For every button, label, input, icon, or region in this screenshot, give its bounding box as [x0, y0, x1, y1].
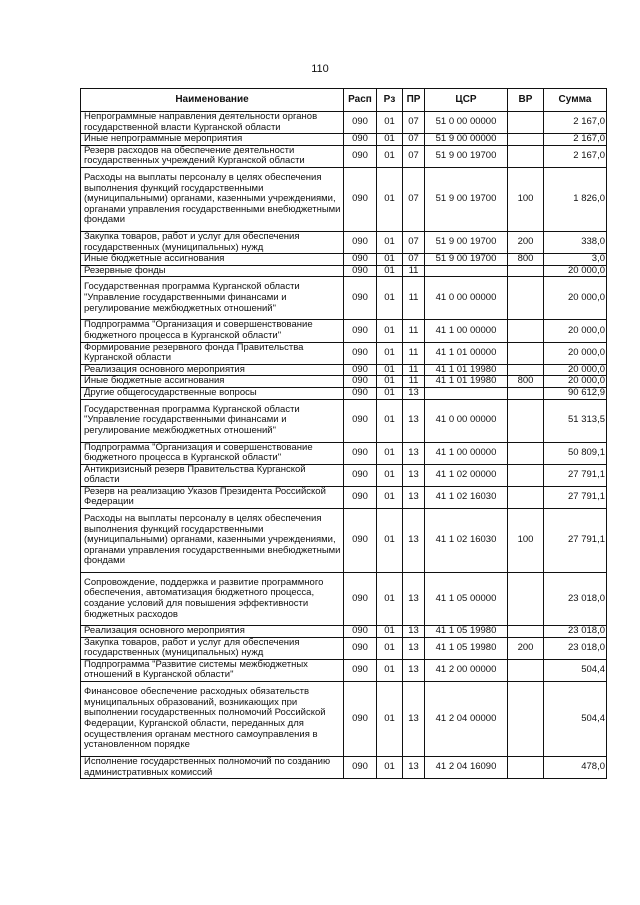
table-row [81, 320, 607, 342]
cell-csr: 41 1 02 16030 [425, 486, 508, 508]
cell-name: Исполнение государственных полномочий по созданию административных комиссий [81, 757, 344, 779]
cell-rasp: 090 [344, 464, 377, 486]
cell-rz: 01 [377, 342, 403, 364]
page-number: 110 [311, 63, 329, 75]
cell-name: Резервные фонды [81, 265, 344, 277]
cell-csr: 41 0 00 00000 [425, 399, 508, 442]
cell-csr: 41 2 04 16090 [425, 757, 508, 779]
cell-vr: 200 [508, 231, 544, 253]
cell-vr [508, 757, 544, 779]
header-rz: Рз [377, 89, 403, 112]
cell-rz: 01 [377, 134, 403, 146]
cell-rz: 01 [377, 145, 403, 167]
cell-vr [508, 442, 544, 464]
cell-vr: 800 [508, 376, 544, 388]
cell-pr: 13 [403, 573, 425, 626]
cell-vr: 200 [508, 637, 544, 659]
cell-csr: 41 1 02 16030 [425, 509, 508, 573]
cell-rasp: 090 [344, 277, 377, 320]
cell-pr: 13 [403, 626, 425, 638]
cell-rz: 01 [377, 399, 403, 442]
cell-rz: 01 [377, 387, 403, 399]
table-row [81, 626, 607, 638]
cell-pr: 07 [403, 254, 425, 266]
cell-pr: 11 [403, 277, 425, 320]
cell-pr: 11 [403, 376, 425, 388]
cell-vr [508, 626, 544, 638]
cell-sum: 27 791,1 [544, 464, 607, 486]
cell-name: Иные непрограммные мероприятия [81, 134, 344, 146]
cell-sum: 50 809,1 [544, 442, 607, 464]
cell-name: Формирование резервного фонда Правительства Курганской области [81, 342, 344, 364]
cell-rz: 01 [377, 464, 403, 486]
cell-csr: 51 9 00 19700 [425, 167, 508, 231]
cell-sum: 478,0 [544, 757, 607, 779]
cell-vr [508, 364, 544, 376]
cell-vr [508, 464, 544, 486]
cell-sum: 20 000,0 [544, 364, 607, 376]
cell-vr [508, 342, 544, 364]
cell-sum: 1 826,0 [544, 167, 607, 231]
cell-csr: 41 1 02 00000 [425, 464, 508, 486]
cell-rz: 01 [377, 254, 403, 266]
cell-name: Расходы на выплаты персоналу в целях обеспечения выполнения функций государственными (муниципальными) органами, казенными учреждениями, органами управления государственными внебюджетными фондами [81, 167, 344, 231]
cell-vr: 100 [508, 167, 544, 231]
table-row [81, 442, 607, 464]
cell-rasp: 090 [344, 254, 377, 266]
cell-sum: 20 000,0 [544, 320, 607, 342]
cell-csr: 41 1 01 19980 [425, 364, 508, 376]
cell-name: Подпрограмма "Развитие системы межбюджетных отношений в Курганской области" [81, 659, 344, 681]
cell-rasp: 090 [344, 387, 377, 399]
cell-vr [508, 145, 544, 167]
cell-name: Иные бюджетные ассигнования [81, 376, 344, 388]
table-row [81, 464, 607, 486]
cell-rasp: 090 [344, 442, 377, 464]
cell-rasp: 090 [344, 637, 377, 659]
cell-pr: 13 [403, 442, 425, 464]
cell-rz: 01 [377, 573, 403, 626]
cell-vr [508, 387, 544, 399]
cell-pr: 13 [403, 387, 425, 399]
cell-pr: 13 [403, 637, 425, 659]
cell-pr: 07 [403, 134, 425, 146]
cell-name: Реализация основного мероприятия [81, 626, 344, 638]
cell-rasp: 090 [344, 342, 377, 364]
table-row [81, 364, 607, 376]
cell-sum: 504,4 [544, 659, 607, 681]
cell-rasp: 090 [344, 573, 377, 626]
table-row [81, 167, 607, 231]
cell-vr [508, 659, 544, 681]
cell-vr [508, 573, 544, 626]
table-row [81, 637, 607, 659]
table-row [81, 486, 607, 508]
cell-name: Резерв на реализацию Указов Президента Российской Федерации [81, 486, 344, 508]
cell-sum: 20 000,0 [544, 265, 607, 277]
cell-rasp: 090 [344, 112, 377, 134]
cell-sum: 23 018,0 [544, 573, 607, 626]
cell-rz: 01 [377, 486, 403, 508]
cell-sum: 20 000,0 [544, 376, 607, 388]
cell-csr: 51 0 00 00000 [425, 112, 508, 134]
cell-rz: 01 [377, 231, 403, 253]
table-row [81, 376, 607, 388]
cell-name: Антикризисный резерв Правительства Курганской области [81, 464, 344, 486]
cell-name: Закупка товаров, работ и услуг для обеспечения государственных (муниципальных) нужд [81, 231, 344, 253]
cell-vr: 800 [508, 254, 544, 266]
cell-rz: 01 [377, 637, 403, 659]
cell-sum: 51 313,5 [544, 399, 607, 442]
cell-rasp: 090 [344, 399, 377, 442]
cell-name: Сопровождение, поддержка и развитие программного обеспечения, автоматизация бюджетного процесса, создание условий для повышения эффективности бюджетных расходов [81, 573, 344, 626]
table-row [81, 112, 607, 134]
cell-vr: 100 [508, 509, 544, 573]
cell-rz: 01 [377, 682, 403, 757]
cell-rasp: 090 [344, 486, 377, 508]
cell-csr: 41 1 05 19980 [425, 626, 508, 638]
cell-name: Резерв расходов на обеспечение деятельности государственных учреждений Курганской области [81, 145, 344, 167]
cell-vr [508, 134, 544, 146]
cell-vr [508, 265, 544, 277]
table-row [81, 399, 607, 442]
cell-rasp: 090 [344, 167, 377, 231]
cell-vr [508, 277, 544, 320]
header-sum: Сумма [544, 89, 607, 112]
cell-pr: 11 [403, 342, 425, 364]
table-row [81, 509, 607, 573]
cell-sum: 2 167,0 [544, 145, 607, 167]
cell-csr: 41 2 04 00000 [425, 682, 508, 757]
cell-rasp: 090 [344, 134, 377, 146]
cell-rasp: 090 [344, 320, 377, 342]
cell-name: Подпрограмма "Организация и совершенствование бюджетного процесса в Курганской области" [81, 442, 344, 464]
table-row [81, 573, 607, 626]
cell-rasp: 090 [344, 265, 377, 277]
cell-rz: 01 [377, 277, 403, 320]
cell-sum: 3,0 [544, 254, 607, 266]
cell-vr [508, 320, 544, 342]
table-row [81, 659, 607, 681]
table-row [81, 134, 607, 146]
cell-csr: 51 9 00 19700 [425, 231, 508, 253]
header-csr: ЦСР [425, 89, 508, 112]
cell-sum: 27 791,1 [544, 509, 607, 573]
cell-pr: 13 [403, 682, 425, 757]
cell-name: Непрограммные направления деятельности органов государственной власти Курганской области [81, 112, 344, 134]
cell-csr: 41 1 00 00000 [425, 442, 508, 464]
cell-sum: 20 000,0 [544, 342, 607, 364]
cell-pr: 07 [403, 145, 425, 167]
cell-rz: 01 [377, 376, 403, 388]
cell-rasp: 090 [344, 682, 377, 757]
cell-rz: 01 [377, 167, 403, 231]
cell-sum: 2 167,0 [544, 134, 607, 146]
cell-name: Государственная программа Курганской области "Управление государственными финансами и регулирование межбюджетных отношений" [81, 277, 344, 320]
cell-csr: 41 1 00 00000 [425, 320, 508, 342]
table-row [81, 265, 607, 277]
cell-pr: 11 [403, 320, 425, 342]
cell-rasp: 090 [344, 231, 377, 253]
table-row [81, 682, 607, 757]
table-row [81, 757, 607, 779]
cell-pr: 13 [403, 509, 425, 573]
cell-pr: 13 [403, 757, 425, 779]
cell-pr: 11 [403, 265, 425, 277]
cell-pr: 13 [403, 399, 425, 442]
cell-rasp: 090 [344, 364, 377, 376]
cell-vr [508, 112, 544, 134]
cell-rasp: 090 [344, 659, 377, 681]
cell-name: Финансовое обеспечение расходных обязательств муниципальных образований, возникающих при выполнении государственных полномочий Российской Федерации, Курганской области, переданных для осуществления органам местного самоуправления в установленном порядке [81, 682, 344, 757]
table-row [81, 254, 607, 266]
cell-csr: 51 9 00 00000 [425, 134, 508, 146]
cell-name: Иные бюджетные ассигнования [81, 254, 344, 266]
cell-pr: 07 [403, 167, 425, 231]
table-row [81, 231, 607, 253]
cell-sum: 27 791,1 [544, 486, 607, 508]
cell-rz: 01 [377, 757, 403, 779]
cell-csr [425, 387, 508, 399]
cell-sum: 504,4 [544, 682, 607, 757]
cell-pr: 07 [403, 112, 425, 134]
cell-rasp: 090 [344, 509, 377, 573]
cell-csr: 41 1 05 19980 [425, 637, 508, 659]
cell-name: Государственная программа Курганской области "Управление государственными финансами и регулирование межбюджетных отношений" [81, 399, 344, 442]
cell-csr: 41 1 01 00000 [425, 342, 508, 364]
header-vr: ВР [508, 89, 544, 112]
cell-rz: 01 [377, 112, 403, 134]
cell-name: Закупка товаров, работ и услуг для обеспечения государственных (муниципальных) нужд [81, 637, 344, 659]
cell-pr: 13 [403, 659, 425, 681]
cell-rasp: 090 [344, 757, 377, 779]
cell-name: Реализация основного мероприятия [81, 364, 344, 376]
table-body [81, 112, 607, 779]
cell-vr [508, 486, 544, 508]
cell-rz: 01 [377, 626, 403, 638]
cell-pr: 11 [403, 364, 425, 376]
budget-table [80, 88, 607, 779]
cell-sum: 20 000,0 [544, 277, 607, 320]
cell-sum: 2 167,0 [544, 112, 607, 134]
table-row [81, 277, 607, 320]
cell-rz: 01 [377, 320, 403, 342]
cell-rz: 01 [377, 265, 403, 277]
cell-vr [508, 399, 544, 442]
cell-csr: 41 2 00 00000 [425, 659, 508, 681]
header-pr: ПР [403, 89, 425, 112]
cell-rz: 01 [377, 442, 403, 464]
cell-rz: 01 [377, 659, 403, 681]
cell-csr [425, 265, 508, 277]
cell-pr: 13 [403, 486, 425, 508]
cell-csr: 41 0 00 00000 [425, 277, 508, 320]
cell-rasp: 090 [344, 145, 377, 167]
cell-pr: 07 [403, 231, 425, 253]
cell-name: Подпрограмма "Организация и совершенствование бюджетного процесса в Курганской области" [81, 320, 344, 342]
table-row [81, 387, 607, 399]
table-row [81, 145, 607, 167]
cell-sum: 23 018,0 [544, 626, 607, 638]
cell-vr [508, 682, 544, 757]
cell-csr: 51 9 00 19700 [425, 254, 508, 266]
cell-rasp: 090 [344, 376, 377, 388]
cell-name: Расходы на выплаты персоналу в целях обеспечения выполнения функций государственными (муниципальными) органами, казенными учреждениями, органами управления государственными внебюджетными фондами [81, 509, 344, 573]
header-name: Наименование [81, 89, 344, 112]
cell-rasp: 090 [344, 626, 377, 638]
cell-sum: 90 612,9 [544, 387, 607, 399]
cell-sum: 338,0 [544, 231, 607, 253]
table-header-row [81, 89, 607, 112]
header-rasp: Расп [344, 89, 377, 112]
cell-rz: 01 [377, 509, 403, 573]
cell-csr: 51 9 00 19700 [425, 145, 508, 167]
cell-name: Другие общегосударственные вопросы [81, 387, 344, 399]
cell-pr: 13 [403, 464, 425, 486]
table-row [81, 342, 607, 364]
cell-sum: 23 018,0 [544, 637, 607, 659]
cell-csr: 41 1 01 19980 [425, 376, 508, 388]
cell-csr: 41 1 05 00000 [425, 573, 508, 626]
budget-table-container [80, 88, 606, 779]
cell-rz: 01 [377, 364, 403, 376]
